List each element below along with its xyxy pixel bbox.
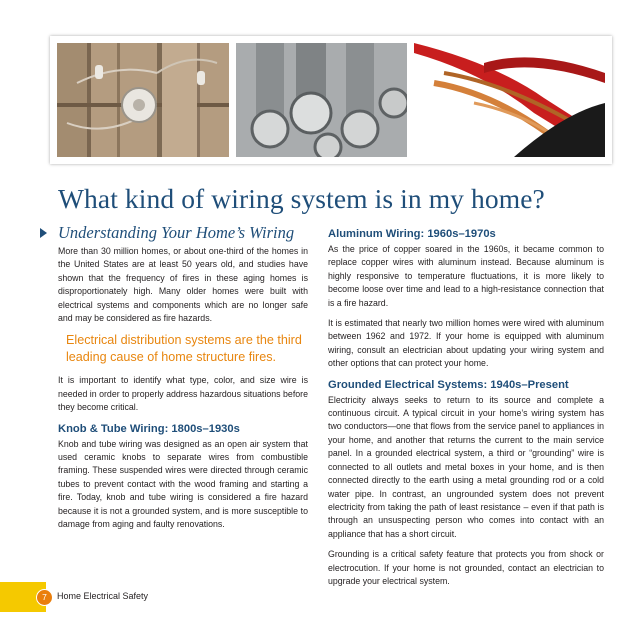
- knob-and-tube-photo: [57, 43, 229, 157]
- aluminum-paragraph-1: As the price of copper soared in the 1960s, it became common to replace copper wires with aluminum instead. Because aluminum is highly responsive to temperature fluctuations, it is more likely to become loose over time and lead to a high-resistance connection that is a fire hazard.: [328, 244, 604, 308]
- intro-paragraph: More than 30 million homes, or about one-third of the homes in the United States are at least 50 years old, and studies have shown that the frequency of fires in these aging homes is disproportionately high. Many older homes were built with electrical systems and components which are no longer safe and may be considered as fire hazards.: [58, 246, 308, 324]
- section-heading: [40, 224, 308, 242]
- section-heading-text: Understanding Your Home’s Wiring: [58, 223, 295, 242]
- grounded-paragraph-1: Electricity always seeks to return to its source and complete a continuous circuit. A typical circuit in your home’s wiring system has two conductors—one that flows from the service panel to appliances in your home, and another that returns the current to the main service panel. In a grounded electrical system, a third or “grounding” wire is connected to all outlets and metal boxes in your home, and is then connected directly to the earth using a metal grounding rod or a cold water pipe. In contrast, an ungrounded system does not prevent electricity from taking the path of least resistance – even if that path is through an unsuspecting person who comes into contact with an appliance that has a short circuit.: [328, 394, 604, 539]
- copper-wire-photo: [414, 43, 605, 157]
- right-column: [328, 224, 604, 595]
- knob-tube-paragraph: Knob and tube wiring was designed as an open air system that used ceramic knobs to separate wires from combustible framing. These suspended wires were directed through ceramic tubes to prevent contact with the wood framing and starting a fire. Today, knob and tube wiring is considered a fire hazard because it is not a grounded system, and is more susceptible to damage from aging and faulty renovations.: [58, 438, 308, 530]
- identify-wire-paragraph: It is important to identify what type, color, and size wire is needed in order to properly address hazardous situations before they become critical.: [58, 375, 308, 413]
- grounded-heading: Grounded Electrical Systems: 1940s–Present: [328, 378, 569, 391]
- page-number-badge: 7: [36, 589, 53, 606]
- page-headline: What kind of wiring system is in my home?: [58, 183, 545, 214]
- left-column: [40, 224, 308, 539]
- grounded-paragraph-2: Grounding is a critical safety feature that protects you from shock or electrocution. If your home is not grounded, contact an electrician to upgrade your electrical system.: [328, 549, 604, 586]
- footer-title: Home Electrical Safety: [57, 591, 149, 601]
- pull-quote: Electrical distribution systems are the third leading cause of home structure fires.: [66, 333, 302, 364]
- knob-tube-heading: Knob & Tube Wiring: 1800s–1930s: [58, 422, 240, 435]
- photo-strip: [50, 36, 612, 164]
- aluminum-heading: Aluminum Wiring: 1960s–1970s: [328, 228, 496, 240]
- bullet-arrow-icon: [40, 228, 47, 238]
- aluminum-paragraph-2: It is estimated that nearly two million homes were wired with aluminum between 1962 and 1972. If your home is equipped with aluminum wiring, consult an electrician about updating your wiring system and other options that can protect your home.: [328, 318, 604, 369]
- aluminum-cable-photo: [236, 43, 407, 157]
